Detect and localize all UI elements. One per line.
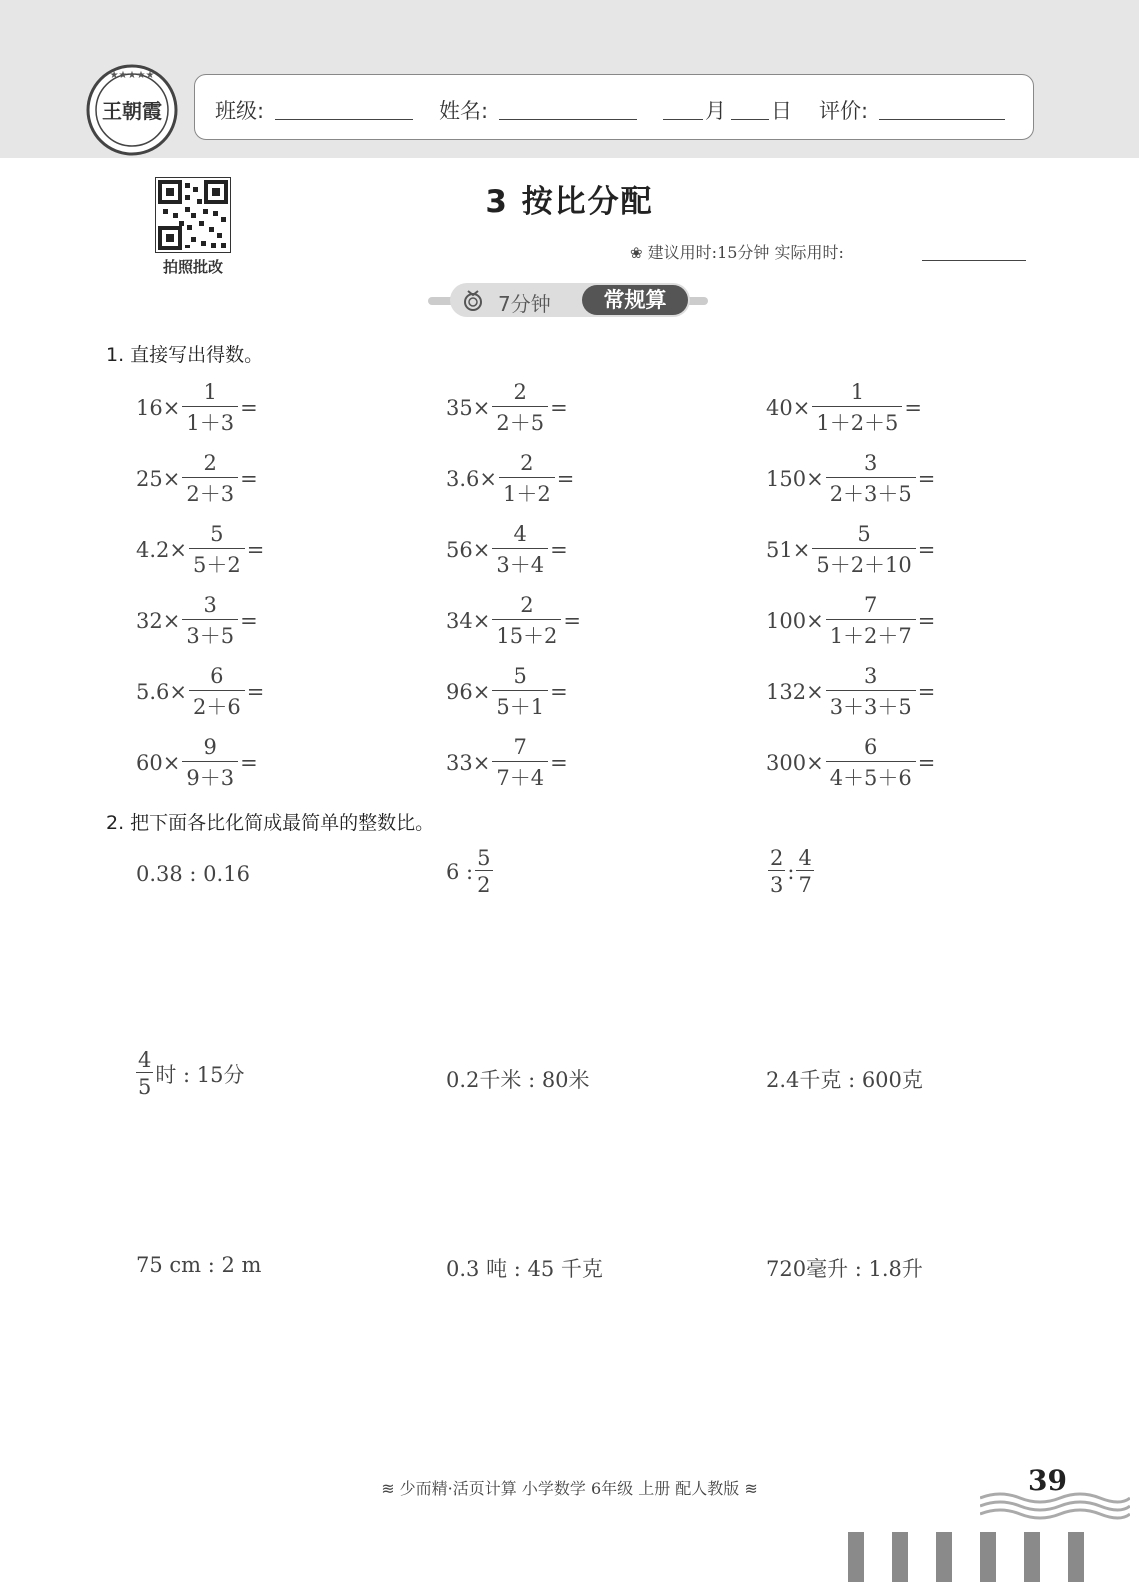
calc-fraction — [492, 591, 561, 650]
student-info-box — [194, 74, 1034, 140]
flower-icon: ❀ — [630, 244, 643, 262]
fraction-numerator: 1 — [850, 380, 865, 404]
calc-item — [136, 662, 264, 721]
calc-prefix: 300× — [766, 750, 824, 775]
qr-caption: 拍照批改 — [162, 258, 223, 276]
fraction-numerator: 2 — [513, 380, 527, 404]
equals-sign: = — [917, 608, 936, 633]
equals-sign: = — [563, 608, 582, 633]
calc-prefix: 34× — [446, 608, 491, 633]
fraction-denominator: 2＋3＋5 — [826, 477, 916, 508]
calc-fraction — [826, 733, 916, 792]
calc-fraction — [189, 520, 245, 579]
calc-prefix: 96× — [446, 679, 491, 704]
page-number: 39 — [1028, 1464, 1067, 1497]
ratio-item-6: 2.4千克 : 600克 — [766, 1068, 923, 1092]
fraction-denominator: 7 — [796, 870, 813, 897]
ratio-item-9: 720毫升 : 1.8升 — [766, 1257, 923, 1281]
calc-fraction — [182, 449, 238, 508]
class-label: 班级: — [215, 99, 265, 123]
actual-time-field[interactable] — [922, 260, 1026, 261]
edge-stripes — [848, 1532, 1088, 1582]
fraction-numerator: 1 — [203, 380, 217, 404]
fraction-denominator: 4＋5＋6 — [826, 761, 916, 792]
calc-item — [136, 591, 258, 650]
fraction-numerator: 5 — [857, 522, 871, 546]
ratio-item-5: 0.2千米 : 80米 — [446, 1068, 590, 1092]
fraction-denominator: 3＋4 — [492, 548, 548, 579]
fraction-denominator: 1＋2＋5 — [812, 406, 902, 437]
ratio-item-1: 0.38 : 0.16 — [136, 862, 250, 886]
fraction-denominator: 5 — [136, 1072, 153, 1099]
calc-fraction — [492, 733, 548, 792]
equals-sign: = — [917, 466, 936, 491]
calc-item — [446, 733, 568, 792]
name-field[interactable] — [499, 119, 637, 120]
time-banner-label: 7分钟 — [498, 292, 551, 316]
fraction-denominator: 9＋3 — [182, 761, 238, 792]
calc-prefix: 100× — [766, 608, 824, 633]
calc-prefix: 25× — [136, 466, 181, 491]
ratio-item-2-prefix: 6 : — [446, 859, 474, 884]
calc-fraction — [826, 662, 916, 721]
fraction-numerator: 6 — [864, 735, 878, 759]
equals-sign: = — [246, 537, 265, 562]
calc-prefix: 56× — [446, 537, 491, 562]
fraction-numerator: 3 — [864, 664, 878, 688]
equals-sign: = — [556, 466, 575, 491]
calc-fraction — [826, 449, 916, 508]
calc-item — [446, 591, 581, 650]
calc-item — [446, 662, 568, 721]
logo-seal-icon — [86, 64, 178, 156]
equals-sign: = — [917, 750, 936, 775]
calc-fraction — [812, 378, 902, 437]
fraction-numerator: 7 — [864, 593, 878, 617]
time-banner — [428, 283, 708, 319]
day-label: 日 — [771, 99, 792, 123]
medal-icon — [462, 289, 484, 311]
ratio-item-4 — [134, 1048, 245, 1099]
calc-fraction — [492, 520, 548, 579]
ratio-item-4-suffix: 时 : 15分 — [155, 1062, 245, 1087]
fraction-numerator: 4 — [798, 846, 812, 870]
calc-prefix: 51× — [766, 537, 811, 562]
equals-sign: = — [246, 679, 265, 704]
equals-sign: = — [917, 679, 936, 704]
fraction-numerator: 2 — [203, 451, 217, 475]
equals-sign: = — [904, 395, 923, 420]
calc-prefix: 16× — [136, 395, 181, 420]
section1-title: 1. 直接写出得数。 — [106, 344, 264, 366]
fraction-numerator: 3 — [864, 451, 878, 475]
month-field[interactable] — [663, 119, 703, 120]
fraction-numerator: 5 — [477, 846, 491, 870]
equals-sign: = — [917, 537, 936, 562]
calc-prefix: 32× — [136, 608, 181, 633]
calc-item — [446, 378, 568, 437]
fraction-denominator: 7＋4 — [492, 761, 548, 792]
calc-prefix: 35× — [446, 395, 491, 420]
fraction-denominator: 5＋2＋10 — [812, 548, 915, 579]
calc-prefix: 40× — [766, 395, 811, 420]
fraction-denominator: 3＋5 — [182, 619, 238, 650]
equals-sign: = — [240, 395, 258, 420]
calc-prefix: 4.2× — [136, 537, 187, 562]
time-note-text: 建议用时:15分钟 实际用时: — [647, 243, 844, 262]
fraction-numerator: 7 — [513, 735, 527, 759]
time-note — [630, 240, 844, 263]
fraction-numerator: 2 — [520, 593, 534, 617]
svg-text:★★★★★: ★★★★★ — [109, 70, 155, 81]
fraction-denominator: 3 — [768, 870, 785, 897]
eval-field[interactable] — [879, 119, 1005, 120]
fraction-numerator: 5 — [210, 522, 224, 546]
ratio-item-3-fraction-2 — [796, 846, 813, 897]
ratio-item-2 — [446, 846, 495, 897]
name-label: 姓名: — [439, 99, 489, 123]
footer-text: ≋ 少而精·活页计算 小学数学 6年级 上册 配人教版 ≋ — [381, 1479, 758, 1498]
calc-fraction — [492, 378, 548, 437]
equals-sign: = — [240, 750, 258, 775]
equals-sign: = — [550, 679, 568, 704]
calc-item — [446, 449, 574, 508]
wave-decoration-icon — [980, 1488, 1130, 1524]
page-title: 3 按比分配 — [485, 184, 654, 220]
calc-fraction — [812, 520, 915, 579]
equals-sign: = — [240, 608, 258, 633]
eval-label: 评价: — [819, 99, 869, 123]
ratio-item-4-fraction — [136, 1048, 153, 1099]
calc-item — [446, 520, 568, 579]
calc-item — [766, 733, 935, 792]
calc-item — [136, 733, 258, 792]
calc-item — [766, 449, 935, 508]
calc-fraction — [189, 662, 245, 721]
fraction-denominator: 5＋2 — [189, 548, 245, 579]
equals-sign: = — [240, 466, 258, 491]
ratio-item-3 — [766, 846, 816, 897]
calc-prefix: 5.6× — [136, 679, 187, 704]
fraction-numerator: 6 — [210, 664, 224, 688]
fraction-denominator: 2＋6 — [189, 690, 245, 721]
ratio-separator: : — [787, 859, 795, 884]
calc-item — [766, 520, 935, 579]
calc-prefix: 33× — [446, 750, 491, 775]
fraction-denominator: 3＋3＋5 — [826, 690, 916, 721]
fraction-denominator: 2 — [475, 870, 492, 897]
class-field[interactable] — [275, 119, 413, 120]
svg-text:王朝霞: 王朝霞 — [102, 99, 162, 123]
equals-sign: = — [550, 537, 568, 562]
section2-title: 2. 把下面各比化简成最简单的整数比。 — [106, 812, 435, 834]
fraction-numerator: 9 — [203, 735, 217, 759]
calc-fraction — [499, 449, 555, 508]
calc-prefix: 60× — [136, 750, 181, 775]
calc-fraction — [182, 733, 238, 792]
calc-item — [136, 378, 258, 437]
ratio-item-3-fraction-1 — [768, 846, 785, 897]
calc-item — [136, 449, 258, 508]
ratio-item-2-fraction — [475, 846, 492, 897]
fraction-numerator: 5 — [513, 664, 527, 688]
fraction-denominator: 1＋2＋7 — [826, 619, 916, 650]
fraction-denominator: 1＋3 — [182, 406, 238, 437]
calc-prefix: 150× — [766, 466, 824, 491]
time-banner-badge: 常规算 — [582, 285, 688, 315]
fraction-numerator: 3 — [203, 593, 217, 617]
ratio-item-8: 0.3 吨 : 45 千克 — [446, 1257, 603, 1281]
fraction-numerator: 4 — [513, 522, 527, 546]
fraction-denominator: 2＋5 — [492, 406, 548, 437]
equals-sign: = — [550, 750, 568, 775]
fraction-numerator: 2 — [770, 846, 784, 870]
calc-fraction — [182, 378, 238, 437]
calc-item — [766, 591, 935, 650]
calc-fraction — [492, 662, 548, 721]
equals-sign: = — [550, 395, 568, 420]
month-label: 月 — [705, 99, 726, 123]
fraction-denominator: 5＋1 — [492, 690, 548, 721]
ratio-item-7: 75 cm : 2 m — [136, 1253, 262, 1277]
calc-fraction — [182, 591, 238, 650]
fraction-numerator: 4 — [138, 1048, 152, 1072]
calc-item — [766, 378, 922, 437]
calc-fraction — [826, 591, 916, 650]
fraction-numerator: 2 — [520, 451, 534, 475]
fraction-denominator: 1＋2 — [499, 477, 555, 508]
calc-item — [136, 520, 264, 579]
calc-prefix: 132× — [766, 679, 824, 704]
fraction-denominator: 15＋2 — [492, 619, 561, 650]
calc-prefix: 3.6× — [446, 466, 497, 491]
fraction-denominator: 2＋3 — [182, 477, 238, 508]
calc-item — [766, 662, 935, 721]
day-field[interactable] — [731, 119, 769, 120]
